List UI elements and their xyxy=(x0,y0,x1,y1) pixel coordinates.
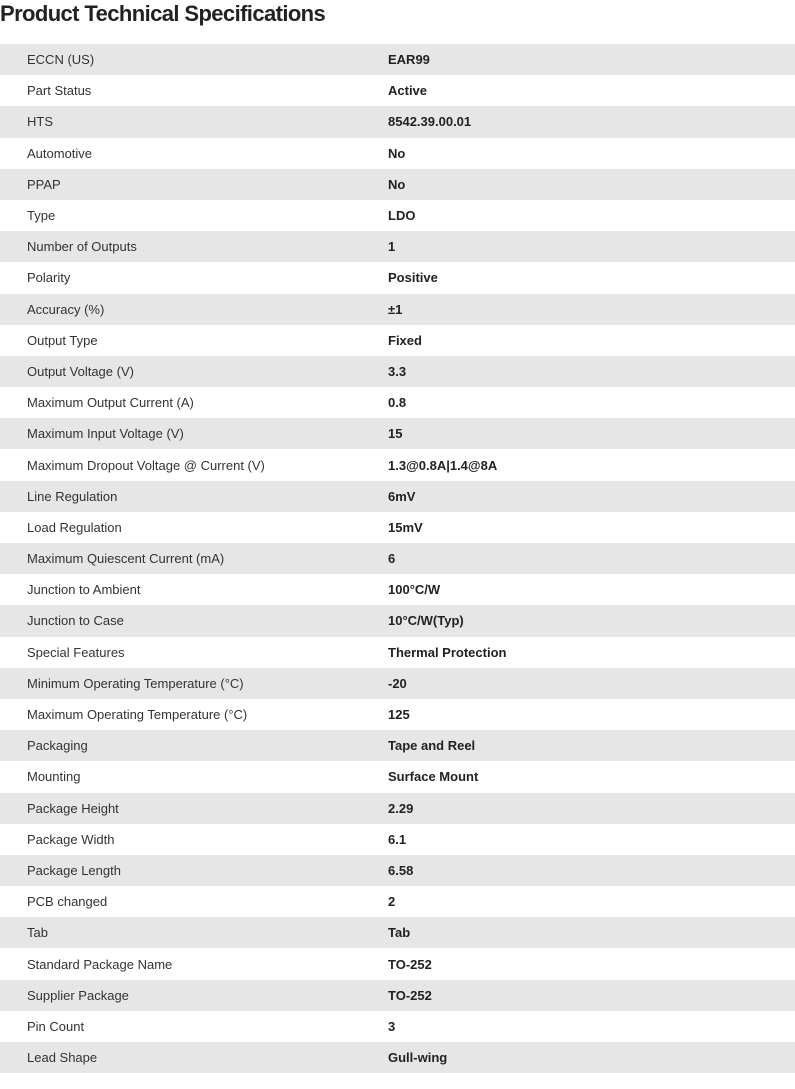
spec-value: Gull-wing xyxy=(388,1050,448,1066)
spec-value: 15 xyxy=(388,426,403,442)
spec-label: PPAP xyxy=(27,176,61,192)
spec-value: 6.58 xyxy=(388,862,414,878)
spec-label: Lead Shape xyxy=(27,1050,98,1066)
spec-value: 8542.39.00.01 xyxy=(388,114,472,130)
table-row xyxy=(0,325,795,356)
table-row xyxy=(0,294,795,325)
spec-value: 2.29 xyxy=(388,800,414,816)
spec-value: Fixed xyxy=(388,332,422,348)
table-row xyxy=(0,44,795,75)
table-row xyxy=(0,1042,795,1073)
spec-label: Package Width xyxy=(27,831,115,847)
spec-label: Junction to Case xyxy=(27,613,124,629)
spec-value: 1.3@0.8A|1.4@8A xyxy=(388,457,498,473)
spec-label: Maximum Operating Temperature (°C) xyxy=(27,707,248,723)
spec-value: 100°C/W xyxy=(388,582,441,598)
table-row xyxy=(0,200,795,231)
spec-value: -20 xyxy=(388,675,407,691)
spec-label: Maximum Quiescent Current (mA) xyxy=(27,551,225,567)
spec-label: Package Length xyxy=(27,862,121,878)
spec-value: LDO xyxy=(388,208,416,224)
spec-value: TO-252 xyxy=(388,987,432,1003)
table-row xyxy=(0,761,795,792)
spec-value: Positive xyxy=(388,270,438,286)
table-row xyxy=(0,855,795,886)
spec-value: 125 xyxy=(388,707,410,723)
spec-label: Standard Package Name xyxy=(27,956,173,972)
spec-label: Package Height xyxy=(27,800,119,816)
page-title: Product Technical Specifications xyxy=(0,1,326,26)
spec-label: Part Status xyxy=(27,83,92,99)
spec-label: Accuracy (%) xyxy=(27,301,105,317)
table-row xyxy=(0,574,795,605)
table-row xyxy=(0,75,795,106)
table-row xyxy=(0,231,795,262)
spec-value: Tape and Reel xyxy=(388,738,476,754)
spec-value: ±1 xyxy=(388,301,403,317)
spec-label: Minimum Operating Temperature (°C) xyxy=(27,675,244,691)
spec-value: 3.3 xyxy=(388,363,407,379)
spec-label: PCB changed xyxy=(27,894,108,910)
spec-label: Pin Count xyxy=(27,1018,85,1034)
spec-label: Type xyxy=(27,208,56,224)
spec-value: 3 xyxy=(388,1018,396,1034)
table-row xyxy=(0,1011,795,1042)
table-row xyxy=(0,980,795,1011)
spec-label: Supplier Package xyxy=(27,987,129,1003)
spec-label: Load Regulation xyxy=(27,519,122,535)
spec-value: Active xyxy=(388,83,428,99)
table-row xyxy=(0,730,795,761)
spec-table xyxy=(0,44,795,1073)
spec-value: Tab xyxy=(388,925,411,941)
spec-label: HTS xyxy=(27,114,53,130)
spec-label: Output Voltage (V) xyxy=(27,363,134,379)
table-row xyxy=(0,948,795,979)
table-row xyxy=(0,356,795,387)
spec-label: Packaging xyxy=(27,738,88,754)
spec-label: Mounting xyxy=(27,769,81,785)
spec-value: No xyxy=(388,176,406,192)
spec-label: Number of Outputs xyxy=(27,239,137,255)
spec-value: 10°C/W(Typ) xyxy=(388,613,464,629)
table-row xyxy=(0,169,795,200)
table-row xyxy=(0,886,795,917)
spec-label: Output Type xyxy=(27,332,98,348)
table-row xyxy=(0,106,795,137)
spec-label: Automotive xyxy=(27,145,93,161)
table-row xyxy=(0,418,795,449)
table-row xyxy=(0,387,795,418)
spec-label: ECCN (US) xyxy=(27,52,95,68)
table-row xyxy=(0,917,795,948)
spec-value: 0.8 xyxy=(388,395,407,411)
spec-value: Surface Mount xyxy=(388,769,479,785)
spec-value: TO-252 xyxy=(388,956,432,972)
spec-value: 15mV xyxy=(388,519,423,535)
spec-label: Maximum Dropout Voltage @ Current (V) xyxy=(27,457,265,473)
spec-label: Polarity xyxy=(27,270,71,286)
spec-label: Special Features xyxy=(27,644,125,660)
spec-value: 2 xyxy=(388,894,396,910)
table-row xyxy=(0,668,795,699)
table-row xyxy=(0,262,795,293)
spec-label: Line Regulation xyxy=(27,488,118,504)
spec-value: No xyxy=(388,145,406,161)
table-row xyxy=(0,605,795,636)
table-row xyxy=(0,138,795,169)
spec-value: Thermal Protection xyxy=(388,644,507,660)
table-row xyxy=(0,512,795,543)
spec-label: Maximum Input Voltage (V) xyxy=(27,426,184,442)
spec-value: 1 xyxy=(388,239,396,255)
table-row xyxy=(0,637,795,668)
table-row xyxy=(0,449,795,480)
table-row xyxy=(0,543,795,574)
spec-label: Tab xyxy=(27,925,48,941)
spec-value: 6.1 xyxy=(388,831,407,847)
table-row xyxy=(0,481,795,512)
table-row xyxy=(0,824,795,855)
spec-value: 6mV xyxy=(388,488,416,504)
spec-value: 6 xyxy=(388,551,396,567)
spec-label: Junction to Ambient xyxy=(27,582,141,598)
spec-label: Maximum Output Current (A) xyxy=(27,395,194,411)
spec-value: EAR99 xyxy=(388,52,430,68)
table-row xyxy=(0,793,795,824)
table-row xyxy=(0,699,795,730)
